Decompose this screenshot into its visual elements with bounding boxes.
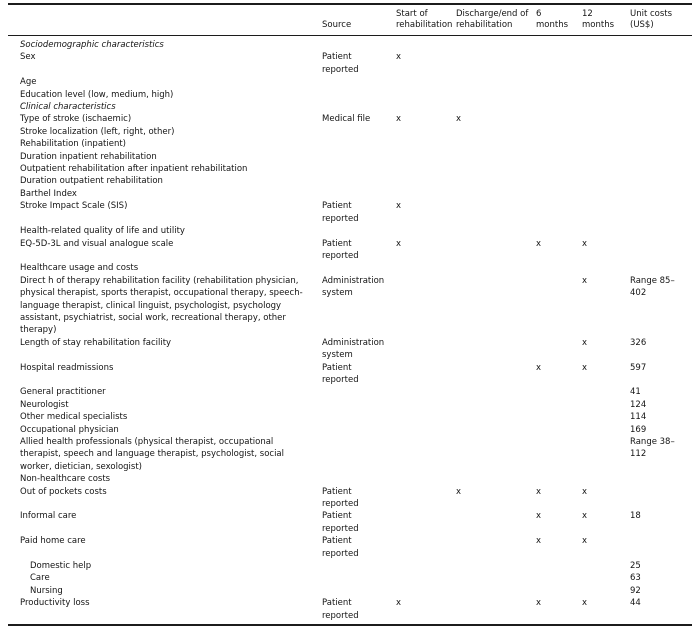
cell-6-months (534, 138, 580, 150)
cell-unit-costs: 18 (630, 511, 641, 522)
cell-discharge-end-of-rehabilitation (454, 411, 534, 423)
cell-start-of-rehabilitation: x (396, 201, 402, 212)
cell-source (320, 89, 394, 101)
table-row (8, 473, 692, 485)
cell-discharge-end-of-rehabilitation (454, 386, 534, 398)
cell-source: Patient reported (322, 238, 359, 261)
cell-12-months: x (582, 275, 588, 286)
cell-start-of-rehabilitation (394, 560, 454, 572)
cell-6-months (534, 424, 580, 436)
cell-discharge-end-of-rehabilitation (454, 51, 534, 76)
cell-unit-costs: 41 (630, 387, 641, 398)
cell-discharge-end-of-rehabilitation (454, 597, 534, 625)
cell-start-of-rehabilitation (394, 486, 454, 511)
cell-6-months (534, 163, 580, 175)
cell-unit-costs (628, 238, 692, 263)
cell-label: Paid home care (20, 536, 86, 547)
cell-discharge-end-of-rehabilitation (454, 138, 534, 150)
cell-start-of-rehabilitation (394, 535, 454, 560)
table-row (8, 238, 692, 263)
cell-source (320, 399, 394, 411)
cell-source: Patient reported (322, 598, 359, 621)
cell-6-months (534, 411, 580, 423)
cell-12-months: x (582, 238, 588, 249)
cell-start-of-rehabilitation (394, 436, 454, 473)
cell-6-months: x (536, 238, 542, 249)
cell-start-of-rehabilitation (394, 411, 454, 423)
cell-source: Patient reported (322, 201, 359, 224)
cell-discharge-end-of-rehabilitation (454, 436, 534, 473)
cell-12-months (580, 151, 628, 163)
cell-start-of-rehabilitation (394, 36, 454, 52)
cell-discharge-end-of-rehabilitation (454, 200, 534, 225)
cell-discharge-end-of-rehabilitation: x (456, 486, 462, 497)
cell-source (320, 262, 394, 274)
cell-start-of-rehabilitation: x (396, 52, 402, 63)
cell-unit-costs (628, 76, 692, 88)
cell-discharge-end-of-rehabilitation (454, 572, 534, 584)
cell-label: Health-related quality of life and utility (20, 226, 185, 237)
cell-source (320, 36, 394, 52)
table-row (8, 386, 692, 398)
cell-source (320, 225, 394, 237)
cell-discharge-end-of-rehabilitation (454, 225, 534, 237)
cell-start-of-rehabilitation: x (396, 114, 402, 125)
cell-12-months (580, 225, 628, 237)
cell-source (320, 151, 394, 163)
table-row (8, 175, 692, 187)
cell-12-months (580, 113, 628, 125)
cell-label: Age (20, 77, 37, 88)
table-row (8, 101, 692, 113)
cell-discharge-end-of-rehabilitation (454, 36, 534, 52)
cell-6-months: x (536, 536, 542, 547)
cell-label: Direct h of therapy rehabilitation facility (rehabilitation physician, physical therapist, sports therapist, occupational therapy, speech-language therapist, clinical linguist, psychologist, psychology assistant, psychiatrist, social work, recreational therapy, other therapy) (20, 275, 303, 336)
cell-label: Outpatient rehabilitation after inpatient rehabilitation (20, 164, 248, 175)
table-row (8, 424, 692, 436)
cell-source (320, 572, 394, 584)
cell-6-months (534, 572, 580, 584)
cell-unit-costs (628, 51, 692, 76)
table-row (8, 436, 692, 473)
cell-12-months (580, 200, 628, 225)
cell-6-months (534, 126, 580, 138)
cell-label: Domestic help (30, 561, 92, 572)
cell-unit-costs (628, 138, 692, 150)
cell-source: Patient reported (322, 362, 359, 385)
col-header-source: Source (320, 4, 394, 36)
table-row (8, 585, 692, 597)
cell-unit-costs (628, 225, 692, 237)
cell-6-months: x (536, 598, 542, 609)
cell-discharge-end-of-rehabilitation (454, 275, 534, 337)
col-header-12-months: 12 months (580, 4, 628, 36)
cell-unit-costs (628, 163, 692, 175)
cell-source (320, 163, 394, 175)
cell-start-of-rehabilitation (394, 225, 454, 237)
cell-unit-costs (628, 188, 692, 200)
cell-12-months: x (582, 486, 588, 497)
table-row (8, 275, 692, 337)
cell-12-months (580, 89, 628, 101)
cell-label: General practitioner (20, 387, 106, 398)
cell-discharge-end-of-rehabilitation (454, 151, 534, 163)
cell-12-months (580, 436, 628, 473)
cell-unit-costs (628, 175, 692, 187)
cell-unit-costs: Range 38–112 (630, 437, 675, 460)
cell-start-of-rehabilitation (394, 275, 454, 337)
cell-12-months (580, 101, 628, 113)
cell-source: Patient reported (322, 536, 359, 559)
table-row (8, 89, 692, 101)
cell-12-months (580, 36, 628, 52)
cell-12-months: x (582, 511, 588, 522)
cell-6-months (534, 473, 580, 485)
cell-label: Stroke Impact Scale (SIS) (20, 201, 128, 212)
cell-discharge-end-of-rehabilitation (454, 510, 534, 535)
cell-discharge-end-of-rehabilitation (454, 585, 534, 597)
cell-6-months (534, 399, 580, 411)
cell-unit-costs: 169 (630, 424, 647, 435)
cell-12-months (580, 399, 628, 411)
cell-discharge-end-of-rehabilitation (454, 89, 534, 101)
cell-6-months (534, 436, 580, 473)
cell-start-of-rehabilitation (394, 424, 454, 436)
cell-unit-costs (628, 126, 692, 138)
table-row (8, 51, 692, 76)
cell-source (320, 436, 394, 473)
cell-source: Medical file (322, 114, 371, 125)
cell-start-of-rehabilitation (394, 362, 454, 387)
cell-source: Administration system (322, 275, 385, 299)
cell-6-months (534, 76, 580, 88)
cell-source: Patient reported (322, 511, 359, 534)
cell-start-of-rehabilitation (394, 399, 454, 411)
cell-6-months (534, 225, 580, 237)
cell-unit-costs (628, 200, 692, 225)
cell-12-months: x (582, 536, 588, 547)
cell-unit-costs: 44 (630, 598, 641, 609)
cell-discharge-end-of-rehabilitation (454, 238, 534, 263)
cell-discharge-end-of-rehabilitation (454, 175, 534, 187)
cell-start-of-rehabilitation (394, 76, 454, 88)
table-header-row (8, 4, 692, 36)
cell-discharge-end-of-rehabilitation: x (456, 114, 462, 125)
cell-source (320, 126, 394, 138)
col-header-start-of-rehabilitation: Start of rehabilitation (394, 4, 454, 36)
cell-start-of-rehabilitation (394, 386, 454, 398)
cell-source (320, 188, 394, 200)
table-row (8, 188, 692, 200)
cell-discharge-end-of-rehabilitation (454, 262, 534, 274)
table-row (8, 411, 692, 423)
table-row (8, 597, 692, 625)
table-row (8, 36, 692, 52)
cell-unit-costs: 92 (630, 585, 641, 596)
cell-6-months (534, 101, 580, 113)
cell-6-months: x (536, 362, 542, 373)
col-header-discharge-end-of-rehabilitation: Discharge/end of rehabilitation (454, 4, 534, 36)
cell-12-months (580, 572, 628, 584)
cell-unit-costs: 597 (630, 362, 647, 373)
table-row (8, 138, 692, 150)
cell-unit-costs (628, 473, 692, 485)
table-row (8, 362, 692, 387)
cell-source (320, 473, 394, 485)
cell-start-of-rehabilitation (394, 585, 454, 597)
cell-discharge-end-of-rehabilitation (454, 101, 534, 113)
cell-6-months (534, 51, 580, 76)
cell-source (320, 411, 394, 423)
cell-discharge-end-of-rehabilitation (454, 76, 534, 88)
cell-label: Hospital readmissions (20, 362, 114, 373)
cell-source (320, 175, 394, 187)
cell-discharge-end-of-rehabilitation (454, 560, 534, 572)
table-row (8, 163, 692, 175)
cell-source (320, 138, 394, 150)
cell-label: EQ-5D-3L and visual analogue scale (20, 238, 174, 249)
cell-12-months (580, 560, 628, 572)
cell-6-months (534, 275, 580, 337)
cell-6-months (534, 200, 580, 225)
cell-label: Other medical specialists (20, 412, 128, 423)
cell-6-months (534, 337, 580, 362)
table-row (8, 510, 692, 535)
cell-label: Duration inpatient rehabilitation (20, 151, 157, 162)
cell-source (320, 386, 394, 398)
cell-start-of-rehabilitation (394, 151, 454, 163)
cell-start-of-rehabilitation (394, 572, 454, 584)
cell-unit-costs: 25 (630, 561, 641, 572)
cell-start-of-rehabilitation (394, 101, 454, 113)
cell-unit-costs (628, 89, 692, 101)
cell-12-months (580, 175, 628, 187)
cell-12-months (580, 163, 628, 175)
cell-6-months: x (536, 511, 542, 522)
table-row (8, 337, 692, 362)
cell-unit-costs (628, 486, 692, 511)
paper-table-page (0, 3, 700, 621)
cell-label: Sex (20, 52, 36, 63)
cell-label: Clinical characteristics (20, 102, 116, 113)
cell-unit-costs: 326 (630, 337, 647, 348)
cell-12-months (580, 585, 628, 597)
table-row (8, 572, 692, 584)
cell-6-months (534, 175, 580, 187)
cell-label: Barthel Index (20, 188, 77, 199)
table-row (8, 200, 692, 225)
cell-label: Sociodemographic characteristics (20, 40, 164, 50)
cell-12-months (580, 473, 628, 485)
cell-discharge-end-of-rehabilitation (454, 337, 534, 362)
cell-start-of-rehabilitation (394, 262, 454, 274)
cell-6-months (534, 151, 580, 163)
col-header-unit-costs: Unit costs (US$) (628, 4, 692, 36)
cell-start-of-rehabilitation (394, 337, 454, 362)
cell-6-months: x (536, 486, 542, 497)
cell-source (320, 585, 394, 597)
cell-6-months (534, 89, 580, 101)
cell-label: Duration outpatient rehabilitation (20, 176, 163, 187)
cell-start-of-rehabilitation: x (396, 598, 402, 609)
cell-discharge-end-of-rehabilitation (454, 473, 534, 485)
cell-unit-costs: 63 (630, 573, 641, 584)
cell-unit-costs (628, 101, 692, 113)
cell-6-months (534, 560, 580, 572)
cell-source (320, 101, 394, 113)
cell-start-of-rehabilitation (394, 126, 454, 138)
cell-12-months (580, 126, 628, 138)
cell-6-months (534, 113, 580, 125)
cell-label: Care (30, 573, 50, 584)
cell-start-of-rehabilitation: x (396, 238, 402, 249)
table-row (8, 535, 692, 560)
cell-discharge-end-of-rehabilitation (454, 126, 534, 138)
table-row (8, 262, 692, 274)
cell-label: Out of pockets costs (20, 486, 107, 497)
cell-source (320, 560, 394, 572)
cell-12-months (580, 411, 628, 423)
cell-start-of-rehabilitation (394, 510, 454, 535)
cell-12-months: x (582, 337, 588, 348)
cell-12-months: x (582, 598, 588, 609)
table-header (8, 4, 692, 36)
cell-label: Type of stroke (ischaemic) (20, 114, 132, 125)
measurements-table (8, 3, 692, 626)
cell-discharge-end-of-rehabilitation (454, 163, 534, 175)
cell-source (320, 76, 394, 88)
cell-label: Education level (low, medium, high) (20, 89, 174, 100)
cell-unit-costs (628, 151, 692, 163)
col-header-6-months: 6 months (534, 4, 580, 36)
cell-unit-costs (628, 36, 692, 52)
cell-start-of-rehabilitation (394, 473, 454, 485)
cell-label: Occupational physician (20, 424, 119, 435)
cell-6-months (534, 262, 580, 274)
table-row (8, 113, 692, 125)
cell-6-months (534, 386, 580, 398)
cell-unit-costs: 124 (630, 399, 647, 410)
cell-label: Stroke localization (left, right, other) (20, 126, 175, 137)
cell-label: Allied health professionals (physical therapist, occupational therapist, speech and language therapist, psychologist, social worker, dietician, sexologist) (20, 437, 284, 472)
cell-12-months (580, 188, 628, 200)
cell-discharge-end-of-rehabilitation (454, 424, 534, 436)
cell-6-months (534, 36, 580, 52)
table-row (8, 76, 692, 88)
cell-label: Non-healthcare costs (20, 474, 111, 485)
cell-label: Productivity loss (20, 598, 90, 609)
table-row (8, 399, 692, 411)
cell-12-months (580, 386, 628, 398)
cell-12-months (580, 424, 628, 436)
table-row (8, 225, 692, 237)
cell-label: Rehabilitation (inpatient) (20, 139, 126, 150)
cell-label: Nursing (30, 585, 63, 596)
cell-source: Patient reported (322, 486, 359, 510)
cell-start-of-rehabilitation (394, 188, 454, 200)
cell-start-of-rehabilitation (394, 163, 454, 175)
cell-unit-costs: Range 85–402 (630, 275, 675, 299)
cell-discharge-end-of-rehabilitation (454, 188, 534, 200)
table-row (8, 486, 692, 511)
col-header-empty (8, 4, 320, 36)
cell-discharge-end-of-rehabilitation (454, 399, 534, 411)
cell-source (320, 424, 394, 436)
cell-12-months (580, 262, 628, 274)
cell-label: Neurologist (20, 399, 69, 410)
table-body (8, 36, 692, 626)
cell-source: Administration system (322, 337, 385, 361)
cell-6-months (534, 585, 580, 597)
cell-12-months (580, 51, 628, 76)
cell-unit-costs (628, 113, 692, 125)
table-row (8, 151, 692, 163)
cell-unit-costs (628, 535, 692, 560)
cell-12-months (580, 138, 628, 150)
cell-label: Informal care (20, 511, 77, 522)
cell-start-of-rehabilitation (394, 89, 454, 101)
table-row (8, 126, 692, 138)
cell-discharge-end-of-rehabilitation (454, 362, 534, 387)
cell-start-of-rehabilitation (394, 175, 454, 187)
cell-label: Length of stay rehabilitation facility (20, 337, 172, 348)
cell-12-months (580, 76, 628, 88)
cell-unit-costs (628, 262, 692, 274)
cell-start-of-rehabilitation (394, 138, 454, 150)
cell-12-months: x (582, 362, 588, 373)
cell-unit-costs: 114 (630, 412, 647, 423)
cell-label: Healthcare usage and costs (20, 263, 139, 274)
cell-discharge-end-of-rehabilitation (454, 535, 534, 560)
table-row (8, 560, 692, 572)
cell-6-months (534, 188, 580, 200)
cell-source: Patient reported (322, 52, 359, 75)
